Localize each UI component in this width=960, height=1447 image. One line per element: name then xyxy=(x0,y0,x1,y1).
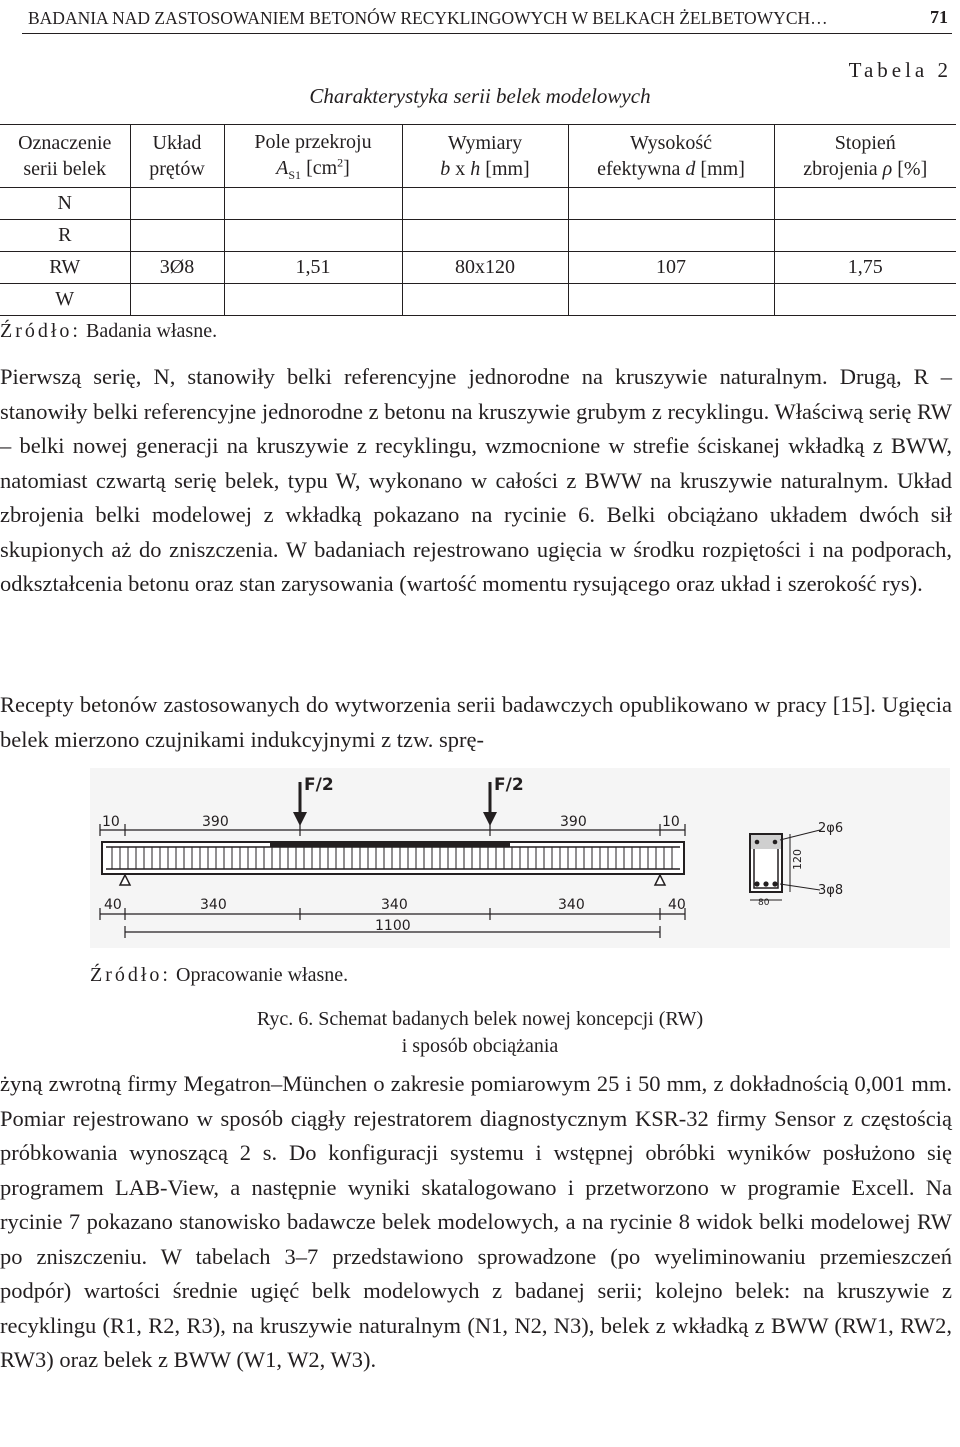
column-header-area: Pole przekroju $A_{S1}$ $[cm^2]$ xyxy=(224,125,402,188)
dim-bottom-mid-span: 340 xyxy=(381,897,408,913)
table-cell xyxy=(402,188,568,220)
table-cell: R xyxy=(0,220,130,252)
load-label-left: F/2 xyxy=(304,775,334,795)
table-cell xyxy=(568,284,774,316)
table-cell xyxy=(774,220,956,252)
table-cell xyxy=(130,284,224,316)
table-source: Źródło: Badania własne. xyxy=(0,320,218,342)
column-header-series: Oznaczenie serii belek xyxy=(0,125,130,188)
table-cell: 80x120 xyxy=(402,252,568,284)
column-header-reinforcement-ratio: Stopień zbrojenia ρ [%] xyxy=(774,125,956,188)
table-cell: 1,51 xyxy=(224,252,402,284)
table-cell xyxy=(224,220,402,252)
running-title: BADANIA NAD ZASTOSOWANIEM BETONÓW RECYKLINGOWYCH W BELKACH ŻELBETOWYCH… xyxy=(28,8,828,28)
table-cell: 1,75 xyxy=(774,252,956,284)
table-cell xyxy=(568,220,774,252)
page-number: 71 xyxy=(930,7,948,27)
dim-top-end-right: 10 xyxy=(662,814,680,830)
table-header-row xyxy=(0,125,956,188)
table-cell xyxy=(568,188,774,220)
load-label-right: F/2 xyxy=(494,775,524,795)
beam-elevation xyxy=(102,842,684,874)
column-header-dimensions: Wymiary b x h [mm] xyxy=(402,125,568,188)
paragraph-recipes: Recepty betonów zastosowanych do wytworzenia serii badawczych opublikowano w pracy [15]. Ugięcia belek mierzono czujnikami indukcyjnymi z tzw. sprę- xyxy=(0,692,952,752)
section-top-bars: 2φ6 xyxy=(818,821,844,836)
figure-caption: Ryc. 6. Schemat badanych belek nowej koncepcji (RW) i sposób obciążania xyxy=(256,1008,704,1057)
table-cell: 107 xyxy=(568,252,774,284)
dim-top-end-left: 10 xyxy=(102,814,120,830)
running-header xyxy=(22,3,952,34)
table-caption: Charakterystyka serii belek modelowych xyxy=(309,84,651,108)
section-height: 120 xyxy=(791,849,804,870)
column-header-bars: Układ prętów xyxy=(130,125,224,188)
dim-top-right-span: 390 xyxy=(560,814,587,830)
dim-top-left-span: 390 xyxy=(202,814,229,830)
beam-scheme-figure xyxy=(90,768,950,948)
table-cell: 3Ø8 xyxy=(130,252,224,284)
table-cell xyxy=(402,220,568,252)
paragraph-series-description: Pierwszą serię, N, stanowiły belki referencyjne jednorodne na kruszywie naturalnym. Drugą, R – stanowiły belki referencyjne jednorodne z betonu na kruszywie grubym z recyklingu. Właściwą serię RW – belki nowej generacji na kruszywie z recyklingu, wzmocnione w strefie ściskanej wkładką z BWW, natomiast czwartą serię belek, typu W, wykonano w całości z BWW na kruszywie naturalnym. Układ zbrojenia belki modelowej z wkładką pokazano na rycinie 6. Belki obciążano układem dwóch sił skupionych aż do zniszczenia. W badaniach rejestrowano ugięcia w środku rozpiętości i na podporach, odkształcenia betonu oraz stan zarysowania (wartość momentu rysującego oraz układ i szerokość rys). xyxy=(0,364,952,596)
figure-source: Źródło: Opracowanie własne. xyxy=(90,964,349,986)
table-cell xyxy=(774,284,956,316)
section-width: 80 xyxy=(758,898,770,908)
table-row xyxy=(0,220,956,252)
table-cell: RW xyxy=(0,252,130,284)
table-cell: W xyxy=(0,284,130,316)
table-cell xyxy=(774,188,956,220)
table-cell: N xyxy=(0,188,130,220)
dim-bottom-end-left: 40 xyxy=(104,897,122,913)
table-cell xyxy=(130,220,224,252)
table-cell xyxy=(224,284,402,316)
dim-bottom-left-span: 340 xyxy=(200,897,227,913)
dim-bottom-right-span: 340 xyxy=(558,897,585,913)
column-header-effective-depth: Wysokość efektywna d [mm] xyxy=(568,125,774,188)
table-row xyxy=(0,284,956,316)
table-label: Tabela 2 xyxy=(848,58,952,82)
table-cell xyxy=(402,284,568,316)
paragraph-measurements: żyną zwrotną firmy Megatron–München o zakresie pomiarowym 25 i 50 mm, z dokładnością 0,001 mm. Pomiar rejestrowano w sposób ciągły rejestratorem diagnostycznym KSR-32 firmy Sensor z częstością próbkowania wynoszącą 2 s. Do konfiguracji systemu i wstępnej obróbki wyników posłużono się programem LAB-View, a następnie wyniki skatalogowano i przetworzono w programie Excell. Na rycinie 7 pokazano stanowisko badawcze belek modelowych, a na rycinie 8 widok belki modelowej RW po zniszczeniu. W tabelach 3–7 przedstawiono sprowadzone (po wyeliminowaniu przemieszczeń podpór) wartości średnie ugięć belk modelowych z badanej serii; kolejno belek: na kruszywie z recyklingu (R1, R2, R3), na kruszywie naturalnym (N1, N2, N3), belek z wkładką z BWW (RW1, RW2, RW3) oraz belek z BWW (W1, W2, W3). xyxy=(0,1071,952,1372)
table-cell xyxy=(224,188,402,220)
table-row xyxy=(0,188,956,220)
dim-bottom-end-right: 40 xyxy=(668,897,686,913)
table-cell xyxy=(130,188,224,220)
table-row xyxy=(0,252,956,284)
section-bottom-bars: 3φ8 xyxy=(818,883,844,898)
series-table xyxy=(0,124,956,316)
dim-total-length: 1100 xyxy=(375,918,411,934)
